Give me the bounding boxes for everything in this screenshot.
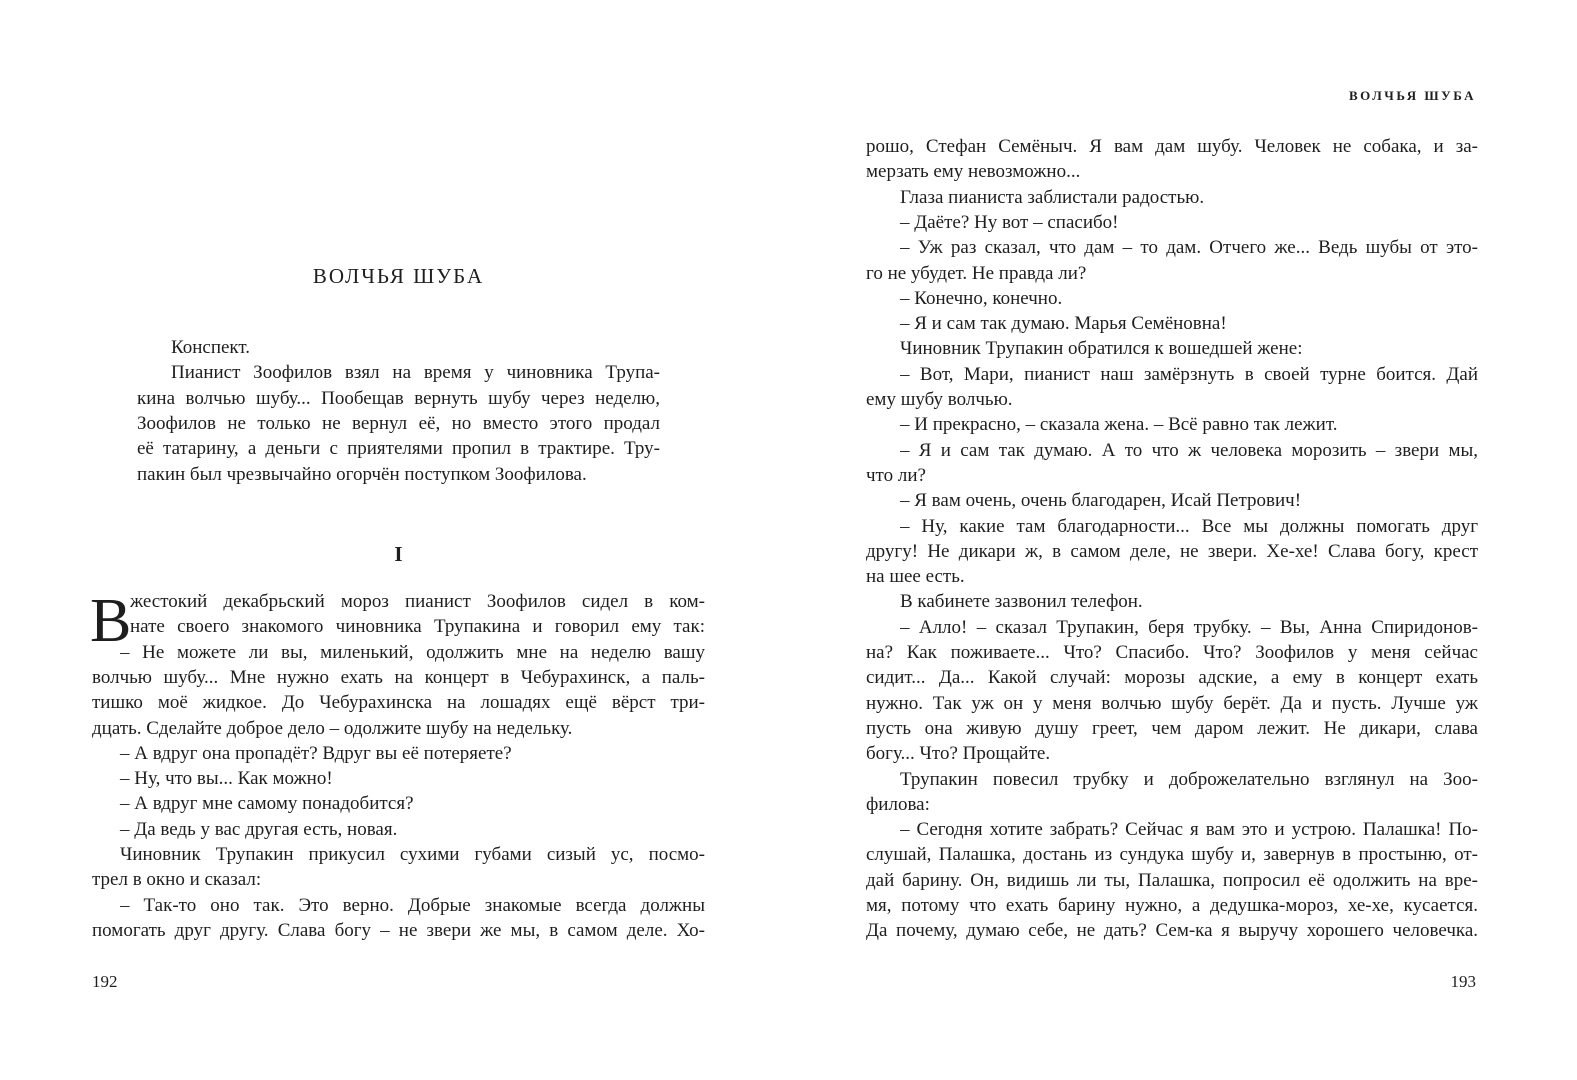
text-line: – И прекрасно, – сказала жена. – Всё равно так лежит. <box>900 414 1338 436</box>
text-line: жестокий декабрьский мороз пианист Зоофилов сидел в ком- <box>130 591 705 612</box>
text-line: слушай, Палашка, достань из сундука шубу и, завернув в простыню, от- <box>866 844 1478 866</box>
text-line: Чиновник Трупакин обратился к вошедшей жене: <box>900 338 1303 360</box>
text-line: рошо, Стефан Семёныч. Я вам дам шубу. Человек не собака, и за- <box>866 136 1478 157</box>
synopsis-line: Пианист Зоофилов взял на время у чиновника Трупа- <box>171 362 660 384</box>
text-line: мерзать ему невозможно... <box>866 161 1081 183</box>
text-line: Трупакин повесил трубку и доброжелательно взглянул на Зоо- <box>900 768 1478 790</box>
text-line: сидит... Да... Какой случай: морозы адские, а ему в концерт ехать <box>866 667 1478 689</box>
text-line: дай барину. Он, видишь ли ты, Палашка, попросил её одолжить на вре- <box>866 869 1478 891</box>
text-line: – Так-то оно так. Это верно. Добрые знакомые всегда должны <box>120 894 705 916</box>
text-line: – Конечно, конечно. <box>900 287 1063 309</box>
text-line: ему шубу волчью. <box>866 389 1013 410</box>
text-line: – Ну, что вы... Как можно! <box>120 768 333 790</box>
text-line: Да почему, думаю себе, не дать? Сем-ка я выручу хорошего человечка. <box>866 920 1478 942</box>
page-number-left: 192 <box>92 972 118 991</box>
chapter-number: I <box>394 542 403 566</box>
text-line: Чиновник Трупакин прикусил сухими губами сизый ус, посмо- <box>120 844 705 865</box>
right-page <box>788 0 1577 1080</box>
text-line: – Не можете ли вы, миленький, одолжить мне на неделю вашу <box>120 641 705 663</box>
text-line: – Вот, Мари, пианист наш замёрзнуть в своей турне боится. Дай <box>900 363 1478 385</box>
text-line: что ли? <box>866 464 926 486</box>
text-line: волчью шубу... Мне нужно ехать на концерт в Чебурахинск, а паль- <box>92 666 705 688</box>
text-line: – Уж раз сказал, что дам – то дам. Отчего же... Ведь шубы от это- <box>900 237 1478 259</box>
text-line: – Алло! – сказал Трупакин, беря трубку. – Вы, Анна Спиридонов- <box>900 616 1478 638</box>
text-line: – Сегодня хотите забрать? Сейчас я вам это и устрою. Палашка! По- <box>900 819 1478 841</box>
text-line: – Даёте? Ну вот – спасибо! <box>900 211 1119 233</box>
text-line: на? Как поживаете... Что? Спасибо. Что? Зоофилов у меня сейчас <box>866 642 1478 663</box>
text-line: трел в окно и сказал: <box>92 869 262 891</box>
text-line: – Я и сам так думаю. А то что ж человека морозить – звери мы, <box>900 439 1478 461</box>
text-line: на шее есть. <box>866 566 965 588</box>
text-line: – Я и сам так думаю. Марья Семёновна! <box>900 313 1227 335</box>
text-line: нате своего знакомого чиновника Трупакина и говорил ему так: <box>130 616 705 638</box>
text-line: В кабинете зазвонил телефон. <box>900 591 1143 613</box>
text-line: помогать друг другу. Слава богу – не звери же мы, в самом деле. Хо- <box>92 919 705 941</box>
text-line: мя, потому что ехать барину нужно, а дедушка-мороз, хе-хе, кусается. <box>866 895 1478 916</box>
text-line: – А вдруг она пропадёт? Вдруг вы её потеряете? <box>120 742 512 764</box>
synopsis-line: кина волчью шубу... Пообещав вернуть шубу через неделю, <box>137 387 660 409</box>
text-line: го не убудет. Не правда ли? <box>866 262 1087 284</box>
synopsis-line: пакин был чрезвычайно огорчён поступком Зоофилова. <box>137 463 587 485</box>
text-line: пусть она живую душу греет, чем даром лежит. Не дикари, слава <box>866 717 1478 739</box>
text-line: филова: <box>866 793 930 815</box>
synopsis-line: Зоофилов не только не вернул её, но вместо этого продал <box>137 412 660 434</box>
text-line: тишко моё жидкое. До Чебурахинска на лошадях ещё вёрст три- <box>92 692 705 714</box>
text-line: Глаза пианиста заблистали радостью. <box>900 186 1205 208</box>
left-page <box>0 0 788 1080</box>
text-line: другу! Не дикари ж, в самом деле, не звери. Хе-хе! Слава богу, крест <box>866 540 1478 562</box>
text-line: нужно. Так уж он у меня волчью шубу берёт. Да и пусть. Лучше уж <box>866 692 1478 714</box>
text-line: дцать. Сделайте доброе дело – одолжите шубу на недельку. <box>92 717 573 739</box>
synopsis-line: Конспект. <box>171 337 251 358</box>
synopsis-line: её татарину, а деньги с приятелями пропил в трактире. Тру- <box>137 438 660 460</box>
story-title: ВОЛЧЬЯ ШУБА <box>312 264 485 288</box>
text-line: – Да ведь у вас другая есть, новая. <box>120 818 398 840</box>
running-head: ВОЛЧЬЯ ШУБА <box>1348 88 1476 103</box>
text-line: богу... Что? Прощайте. <box>866 743 1051 765</box>
drop-cap: В <box>90 587 132 655</box>
page-number-right: 193 <box>1450 972 1476 991</box>
text-line: – А вдруг мне самому понадобится? <box>120 793 414 815</box>
text-line: – Ну, какие там благодарности... Все мы должны помогать друг <box>900 515 1478 537</box>
text-line: – Я вам очень, очень благодарен, Исай Петрович! <box>900 490 1302 512</box>
